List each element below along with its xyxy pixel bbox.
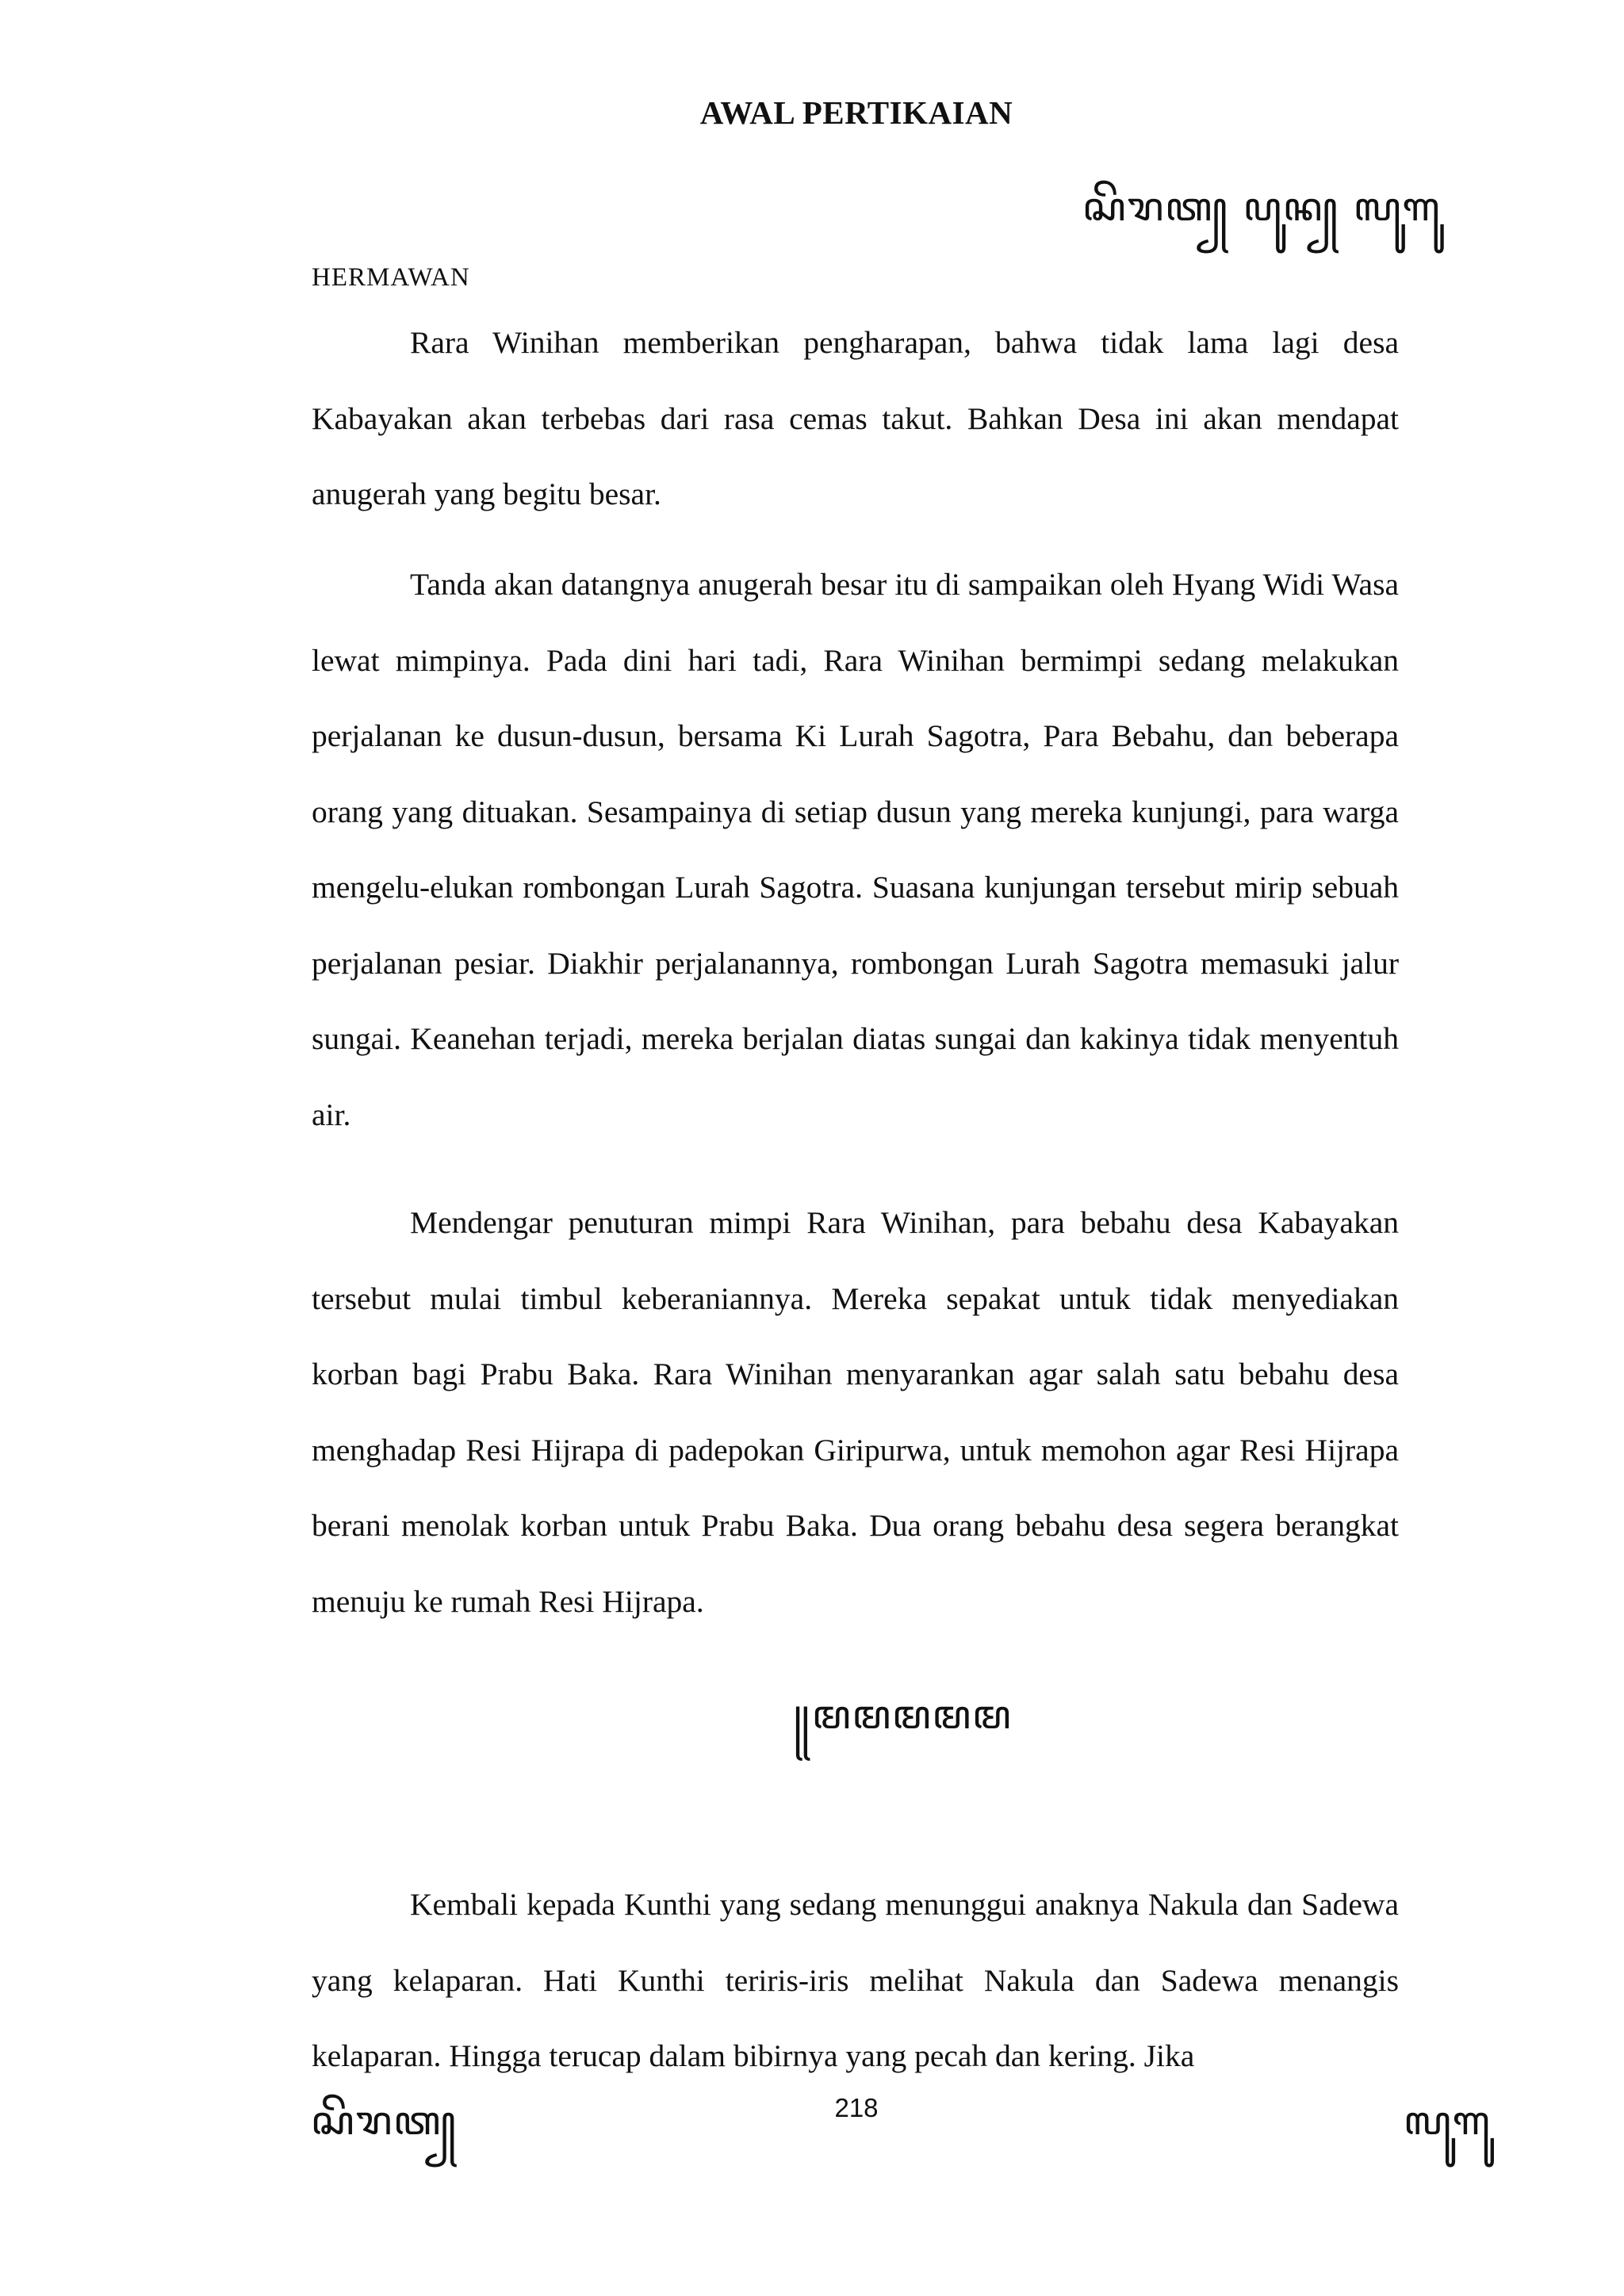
paragraph-4: Kembali kepada Kunthi yang sedang menunggui anaknya Nakula dan Sadewa yang kelaparan. Hati Kunthi teriris-iris melihat Nakula dan Sadewa menangis kelaparan. Hingga terucap dalam bibirnya yang pecah dan kering. Jika [312,1887,1399,2073]
author-name: HERMAWAN [312,263,470,292]
page-number: 218 [834,2093,879,2122]
paragraph-1: Rara Winihan memberikan pengharapan, bahwa tidak lama lagi desa Kabayakan akan terbebas dari rasa cemas takut. Bahkan Desa ini akan mendapat anugerah yang begitu besar. [312,325,1399,511]
section-divider-ornament: ꧋ꦩꦩꦩꦩꦩ [793,1692,1013,1738]
page-title: AWAL PERTIKAIAN [699,94,1013,131]
header-javanese-ornament: ꦱꦼꦫꦠ꧀ ꦥꦸꦤ꧀ ꦭꦸꦒꦸ [1082,184,1442,230]
footer-left-ornament: ꦱꦼꦫꦠ꧀ [311,2098,458,2144]
paragraph-3: Mendengar penuturan mimpi Rara Winihan, para bebahu desa Kabayakan tersebut mulai timbul keberaniannya. Mereka sepakat untuk tidak menyediakan korban bagi Prabu Baka. Rara Winihan menyarankan agar salah satu bebahu desa menghadap Resi Hijrapa di padepokan Giripurwa, untuk memohon agar Resi Hijrapa berani menolak korban untuk Prabu Baka. Dua orang bebahu desa segera berangkat menuju ke rumah Resi Hijrapa. [312,1205,1399,1619]
footer-right-ornament: ꦭꦸꦒꦸ [1404,2098,1492,2144]
paragraph-2: Tanda akan datangnya anugerah besar itu di sampaikan oleh Hyang Widi Wasa lewat mimpinya. Pada dini hari tadi, Rara Winihan bermimpi sedang melakukan perjalanan ke dusun-dusun, bersama Ki Lurah Sagotra, Para Bebahu, dan beberapa orang yang dituakan. Sesampainya di setiap dusun yang mereka kunjungi, para warga mengelu-elukan rombongan Lurah Sagotra. Suasana kunjungan tersebut mirip sebuah perjalanan pesiar. Diakhir perjalanannya, rombongan Lurah Sagotra memasuki jalur sungai. Keanehan terjadi, mereka berjalan diatas sungai dan kakinya tidak menyentuh air. [312,567,1399,1132]
